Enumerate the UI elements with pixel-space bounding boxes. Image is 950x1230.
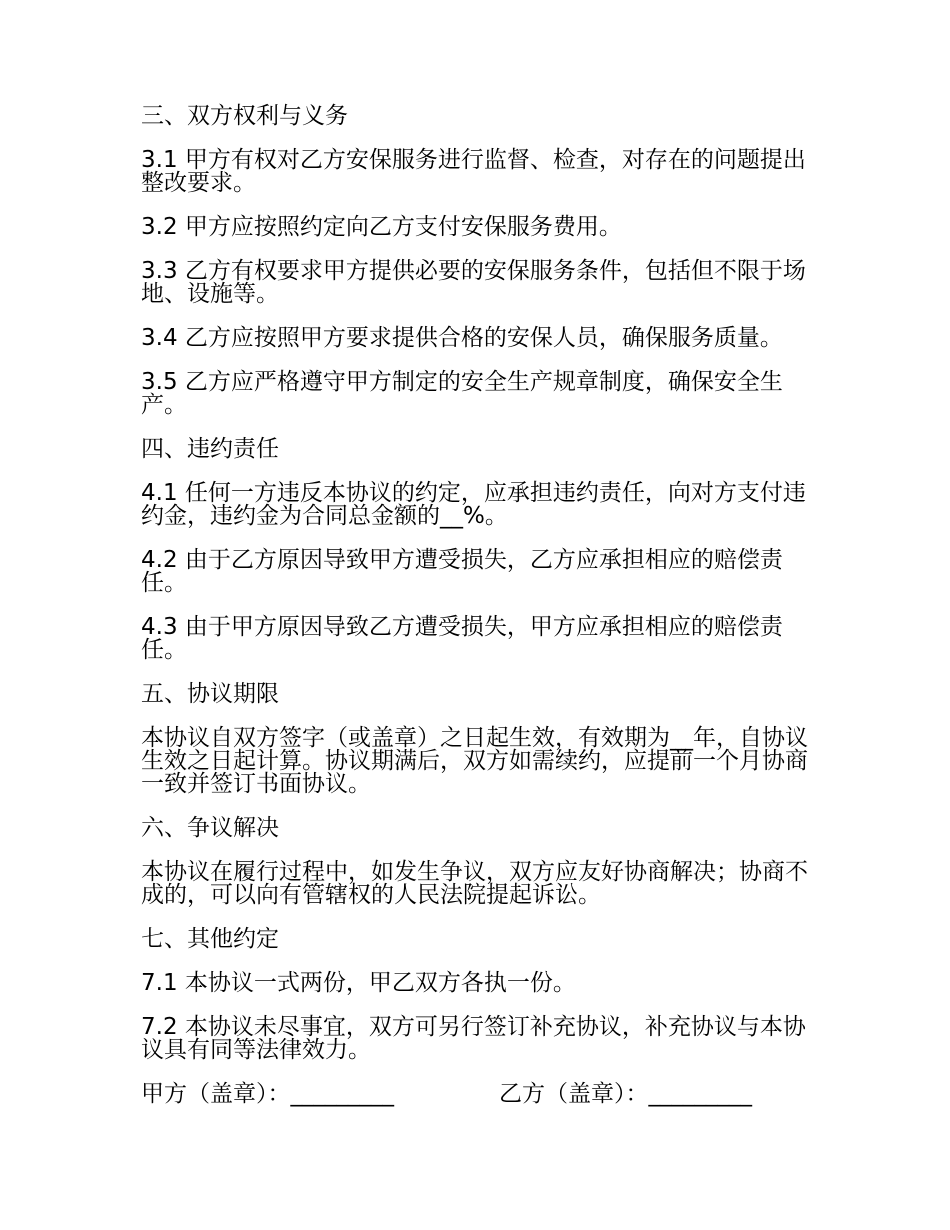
clause-7-1: 7.1 本协议一式两份，甲乙双方各执一份。 [141, 970, 576, 996]
section-breach-liability [141, 438, 809, 662]
clause-3-3: 3.3 乙方有权要求甲方提供必要的安保服务条件，包括但不限于场地、设施等。 [141, 258, 806, 307]
clause-term: 本协议自双方签字（或盖章）之日起生效，有效期为__年，自协议生效之日起计算。协议期满后，双方如需续约，应提前一个月协商一致并签订书面协议。 [141, 725, 808, 797]
party-a-signature: 甲方（盖章）：_________ [141, 1081, 394, 1107]
party-b-signature: 乙方（盖章）：_________ [499, 1081, 752, 1107]
section-heading: 五、协议期限 [141, 681, 279, 707]
section-rights-obligations [141, 105, 809, 417]
signature-row [141, 1083, 809, 1113]
section-agreement-term [141, 683, 809, 796]
clause-3-2: 3.2 甲方应按照约定向乙方支付安保服务费用。 [141, 214, 622, 240]
section-heading: 三、双方权利与义务 [141, 103, 348, 129]
section-heading: 六、争议解决 [141, 815, 279, 841]
clause-3-1: 3.1 甲方有权对乙方安保服务进行监督、检查，对存在的问题提出整改要求。 [141, 147, 806, 196]
section-dispute-resolution [141, 817, 809, 907]
clause-3-4: 3.4 乙方应按照甲方要求提供合格的安保人员，确保服务质量。 [141, 325, 783, 351]
section-other-terms [141, 928, 809, 1062]
clause-4-2: 4.2 由于乙方原因导致甲方遭受损失，乙方应承担相应的赔偿责任。 [141, 547, 783, 596]
clause-4-3: 4.3 由于甲方原因导致乙方遭受损失，甲方应承担相应的赔偿责任。 [141, 614, 783, 663]
clause-dispute: 本协议在履行过程中，如发生争议，双方应友好协商解决；协商不成的，可以向有管辖权的人民法院提起诉讼。 [141, 859, 808, 908]
section-heading: 七、其他约定 [141, 926, 279, 952]
section-heading: 四、违约责任 [141, 436, 279, 462]
clause-7-2: 7.2 本协议未尽事宜，双方可另行签订补充协议，补充协议与本协议具有同等法律效力。 [141, 1014, 806, 1063]
clause-3-5: 3.5 乙方应严格遵守甲方制定的安全生产规章制度，确保安全生产。 [141, 369, 783, 418]
document-page [141, 105, 809, 1113]
clause-4-1: 4.1 任何一方违反本协议的约定，应承担违约责任，向对方支付违约金，违约金为合同总金额的__%。 [141, 480, 806, 529]
